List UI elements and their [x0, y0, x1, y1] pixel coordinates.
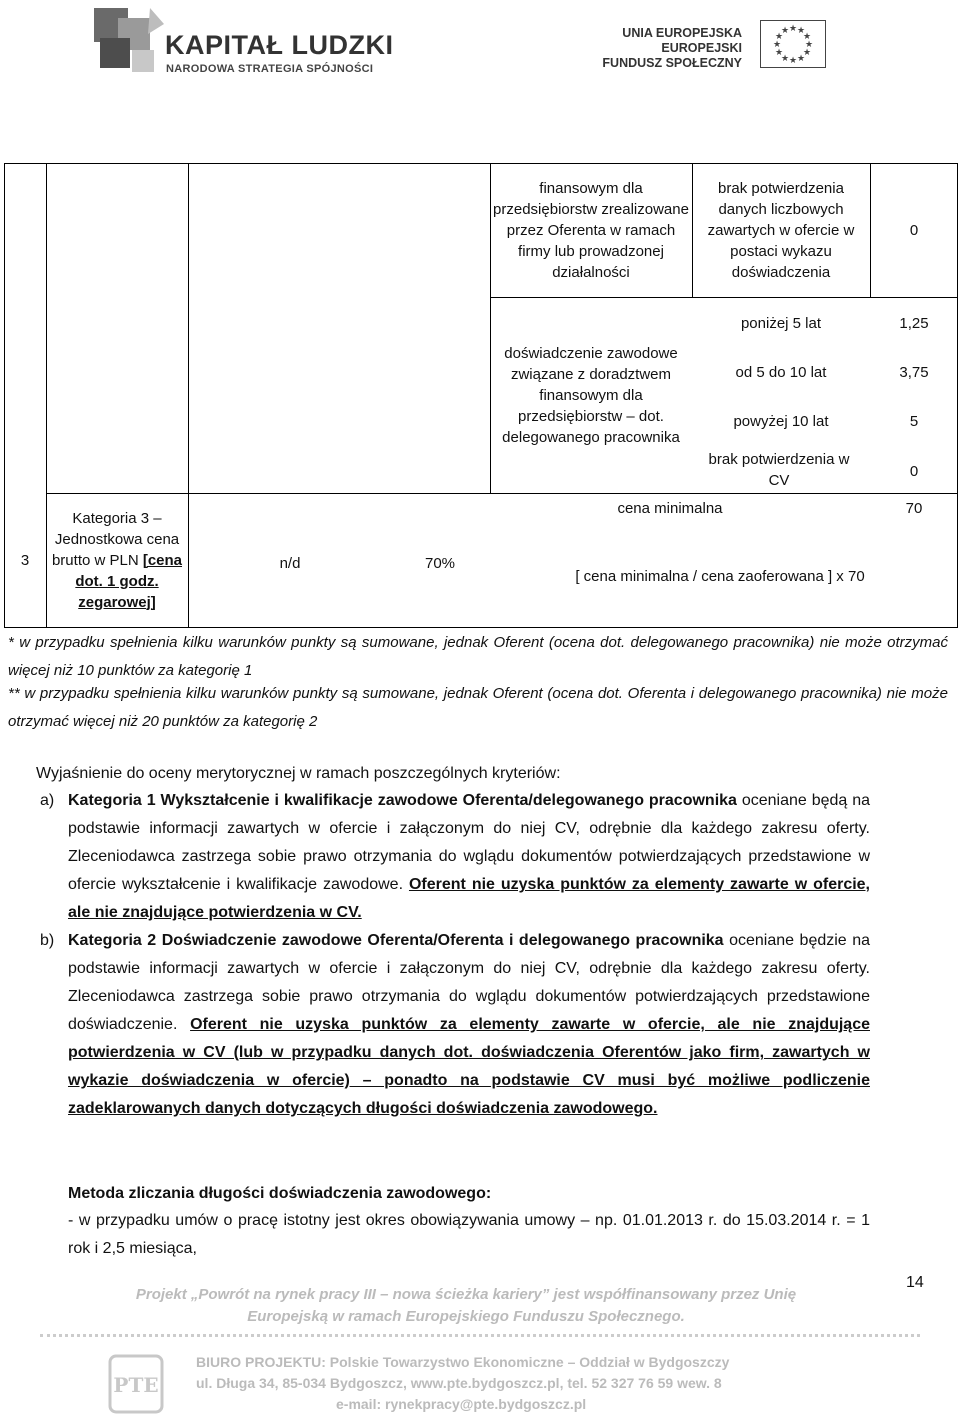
min-price-value: 70	[905, 499, 923, 517]
eu-line-2: EUROPEJSKI	[661, 41, 742, 55]
eu-logo-text	[602, 26, 742, 71]
top-row-points: 0	[909, 222, 919, 239]
category-3-name-text: Kategoria 3 – Jednostkowa cena brutto w PLN	[51, 509, 180, 569]
footer-office: BIURO PROJEKTU: Polskie Towarzystwo Ekonomiczne – Oddział w Bydgoszczy	[196, 1354, 730, 1370]
svg-text:★: ★	[780, 26, 790, 36]
footer-email: e-mail: rynekpracy@pte.bydgoszcz.pl	[336, 1396, 587, 1412]
min-price-label: cena minimalna	[617, 499, 723, 517]
category-3-nd: n/d	[279, 554, 301, 572]
item-a-note: Oferent nie uzyska punktów za elementy zawarte w ofercie, ale nie znajdujące potwierdzenia w CV.	[68, 876, 870, 921]
category-3-weight: 70%	[424, 554, 456, 572]
svg-text:★: ★	[772, 40, 782, 50]
eu-line-1: UNIA EUROPEJSKA	[622, 26, 742, 40]
item-b-note: Oferent nie uzyska punktów za elementy zawarte w ofercie, ale nie znajdujące potwierdzenia w CV (lub w przypadku danych dot. doświadczenia Oferentów jako firm, zawartych w wykazie doświadczenia w ofercie) – ponadto na podstawie CV musi być możliwe podliczenie zadeklarowanych danych dotyczących długości doświadczenia zawodowego.	[68, 1016, 870, 1117]
pte-logo-icon	[106, 1352, 166, 1416]
footer-project: Projekt „Powrót na rynek pracy III – nowa ścieżka kariery” jest współfinansowany przez Unię Europejską w ramach Europejskiego Funduszu Społecznego.	[135, 1286, 797, 1325]
method-text: - w przypadku umów o pracę istotny jest okres obowiązywania umowy – np. 01.01.2013 r. do 15.03.2014 r. = 1 rok i 2,5 miesiąca,	[68, 1212, 870, 1257]
svg-text:★: ★	[780, 54, 790, 64]
top-row-description: finansowym dla przedsiębiorstw zrealizowane przez Oferenta w ramach firmy lub prowadzonej działalności	[493, 180, 689, 281]
item-a-paragraph	[68, 787, 870, 927]
item-b-text: oceniane będzie na podstawie informacji zawartych w ofercie i załączonym do niej CV, odrębnie dla każdego zakresu oferty. Zleceniodawca zastrzega sobie prawo otrzymania do wglądu dokumentów potwierdzających przedstawione doświadczenie.	[68, 932, 870, 1033]
item-a-marker: a)	[40, 792, 55, 809]
item-b-paragraph	[68, 927, 870, 1123]
item-a-text: oceniane będą na podstawie informacji zawartych w ofercie i załączonym do niej CV, odrębnie dla każdego zakresu oferty. Zleceniodawca zastrzega sobie prawo otrzymania do wglądu dokumentów potwierdzających przedstawione w ofercie wykształcenie i kwalifikacje zawodowe.	[68, 792, 871, 893]
footer-divider	[40, 1334, 920, 1337]
svg-text:★: ★	[774, 48, 784, 58]
exp-range-2-label: od 5 do 10 lat	[735, 363, 827, 381]
footer-contact	[196, 1352, 729, 1415]
kapital-ludzki-title: KAPITAŁ LUDZKI	[165, 30, 394, 60]
footer-address: ul. Długa 34, 85-034 Bydgoszcz, www.pte.bydgoszcz.pl, tel. 52 327 76 59 wew. 8	[196, 1375, 722, 1391]
exp-range-1-value: 1,25	[899, 314, 929, 332]
item-b-marker: b)	[40, 932, 55, 949]
item-a-title: Kategoria 1 Wykształcenie i kwalifikacje zawodowe Oferenta/delegowanego pracownika	[68, 792, 737, 809]
svg-text:★: ★	[804, 40, 814, 50]
item-b-title: Kategoria 2 Doświadczenie zawodowe Oferenta/Oferenta i delegowanego pracownika	[68, 932, 724, 949]
svg-text:★: ★	[796, 26, 806, 36]
svg-text:★: ★	[788, 56, 798, 66]
svg-text:★: ★	[788, 24, 798, 34]
method-title: Metoda zliczania długości doświadczenia zawodowego:	[68, 1185, 492, 1202]
category-3-name	[48, 494, 186, 626]
category-3-number: 3	[20, 551, 30, 569]
exp-range-3-value: 5	[909, 412, 919, 430]
page-number: 14	[906, 1274, 924, 1291]
eu-flag-icon	[760, 20, 826, 68]
experience-description: doświadczenie zawodowe związane z doradztwem finansowym dla przedsiębiorstw – dot. delegowanego pracownika	[502, 344, 680, 446]
exp-range-2-value: 3,75	[899, 363, 929, 381]
svg-text:★: ★	[796, 54, 806, 64]
price-formula: [ cena minimalna / cena zaoferowana ] x 70	[575, 567, 865, 585]
svg-text:★: ★	[774, 32, 784, 42]
svg-text:★: ★	[802, 48, 812, 58]
note-category-2: ** w przypadku spełnienia kilku warunków punkty są sumowane, jednak Oferent (ocena dot. Oferenta i delegowanego pracownika) nie może otrzymać więcej niż 20 punktów za kategorię 2	[8, 685, 948, 730]
category-3-unit: [cena dot. 1 godz. zegarowej]	[75, 551, 183, 611]
svg-text:★: ★	[802, 32, 812, 42]
exp-range-4-label: brak potwierdzenia w CV	[708, 451, 850, 489]
exp-range-3-label: powyżej 10 lat	[733, 412, 829, 430]
svg-text:PTE: PTE	[113, 1373, 159, 1397]
kapital-ludzki-subtitle: NARODOWA STRATEGIA SPÓJNOŚCI	[166, 63, 374, 75]
eu-line-3: FUNDUSZ SPOŁECZNY	[602, 56, 742, 70]
top-row-condition: brak potwierdzenia danych liczbowych zawartych w ofercie w postaci wykazu doświadczenia	[707, 180, 855, 281]
exp-range-4-value: 0	[909, 462, 919, 480]
exp-range-1-label: poniżej 5 lat	[740, 314, 822, 332]
explanation-intro: Wyjaśnienie do oceny merytorycznej w ramach poszczególnych kryteriów:	[36, 765, 561, 782]
note-category-1: * w przypadku spełnienia kilku warunków punkty są sumowane, jednak Oferent (ocena dot. delegowanego pracownika) nie może otrzymać więcej niż 10 punktów za kategorię 1	[8, 634, 948, 679]
